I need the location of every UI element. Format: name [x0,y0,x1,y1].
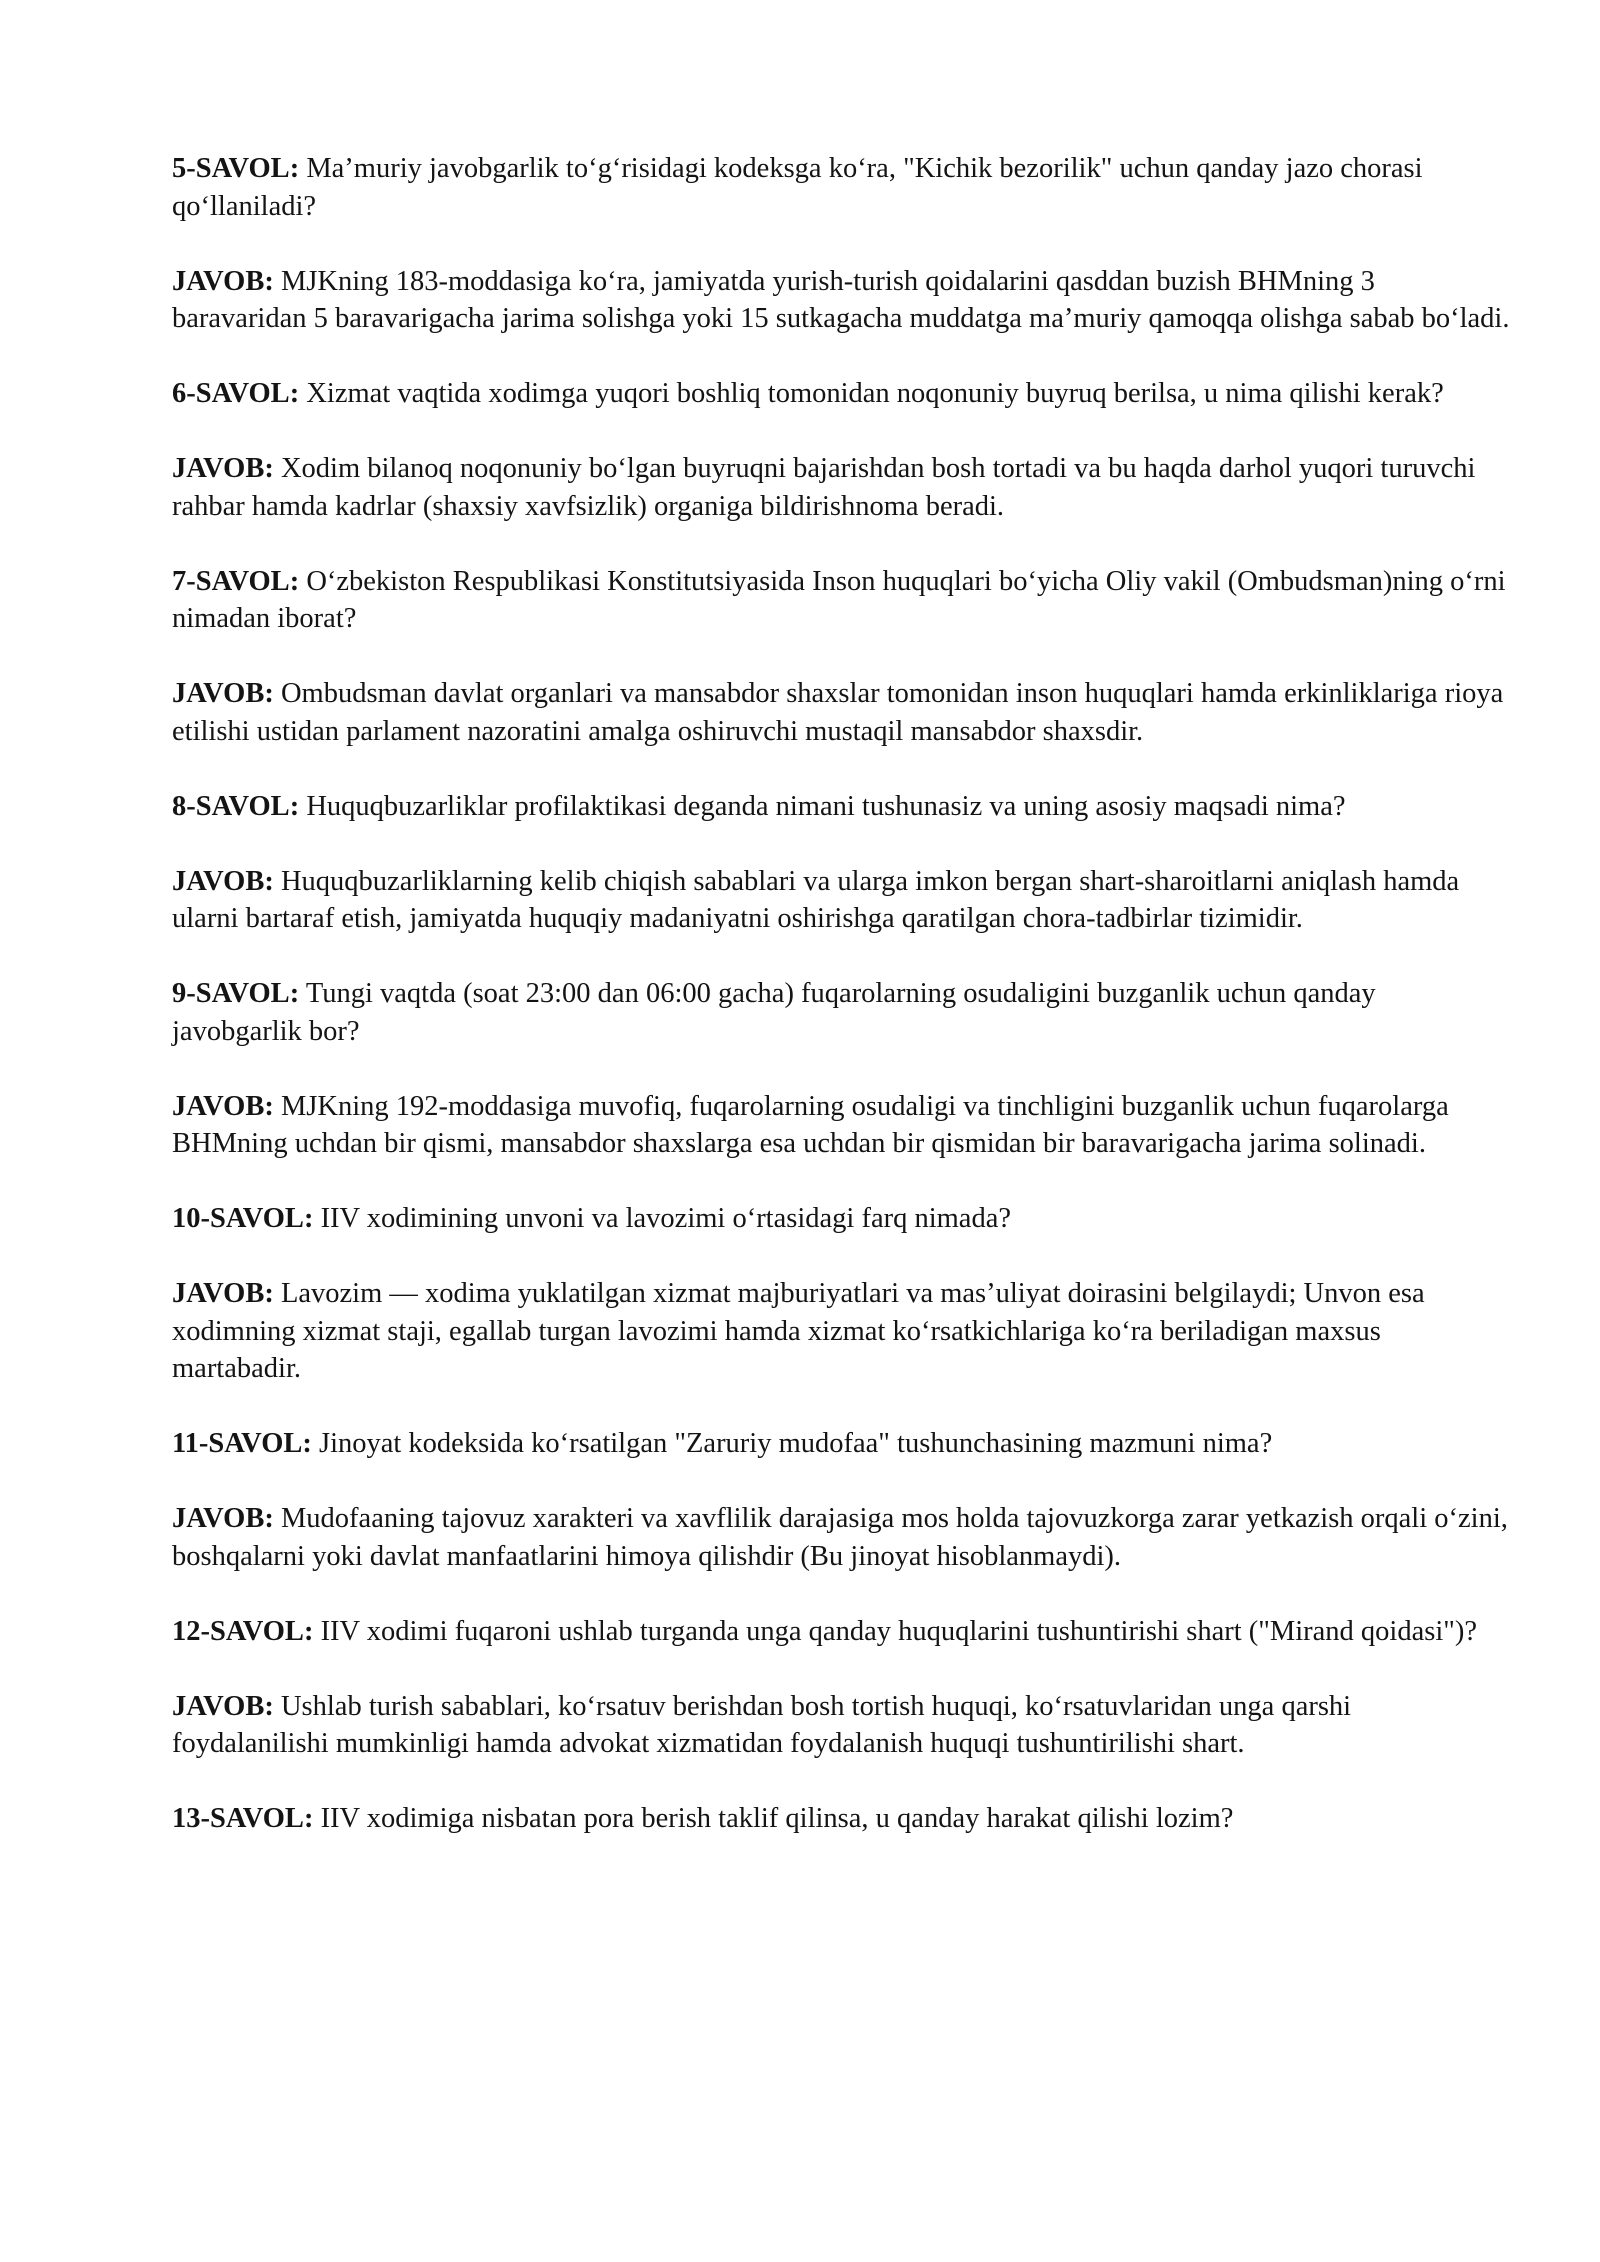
question-5 [172,150,1512,225]
question-label: 12-SAVOL: [172,1615,314,1647]
question-7 [172,563,1512,638]
question-9 [172,975,1512,1050]
answer-text: Ombudsman davlat organlari va mansabdor shaxslar tomonidan inson huquqlari hamda erkinliklariga rioya etilishi ustidan parlament nazoratini amalga oshiruvchi mustaqil mansabdor shaxsdir. [172,678,1504,747]
question-text: Ma’muriy javobgarlik to‘g‘risidagi kodeksga ko‘ra, "Kichik bezorilik" uchun qanday jazo chorasi qo‘llaniladi? [172,153,1423,222]
question-12 [172,1613,1512,1651]
document-body [172,150,1512,1875]
question-label: 13-SAVOL: [172,1803,314,1834]
question-label: 8-SAVOL: [172,790,300,822]
answer-label: JAVOB: [172,1278,274,1309]
answer-text: Huquqbuzarliklarning kelib chiqish sabablari va ularga imkon bergan shart-sharoitlarni aniqlash hamda ularni bartaraf etish, jamiyatda huquqiy madaniyatni oshirishga qaratilgan chora-tadbirlar tizimidir. [172,865,1460,934]
question-label: 7-SAVOL: [172,565,300,597]
question-8 [172,788,1512,826]
answer-6 [172,450,1512,525]
answer-8 [172,863,1512,938]
question-label: 10-SAVOL: [172,1203,314,1234]
answer-text: MJKning 192-moddasiga muvofiq, fuqarolarning osudaligi va tinchligini buzganlik uchun fuqarolarga BHMning uchdan bir qismi, mansabdor shaxslarga esa uchdan bir qismidan bir baravarigacha jarima solinadi. [172,1090,1449,1159]
question-10 [172,1200,1512,1238]
question-text: IIV xodimi fuqaroni ushlab turganda unga qanday huquqlarini tushuntirishi shart ("Mirand qoidasi")? [320,1615,1478,1647]
answer-label: JAVOB: [172,1690,274,1722]
answer-label: JAVOB: [172,865,274,897]
question-label: 9-SAVOL: [172,978,300,1009]
question-text: Tungi vaqtda (soat 23:00 dan 06:00 gacha) fuqarolarning osudaligini buzganlik uchun qanday javobgarlik bor? [172,978,1376,1047]
answer-label: JAVOB: [172,1503,274,1534]
answer-text: Lavozim — xodima yuklatilgan xizmat majburiyatlari va mas’uliyat doirasini belgilaydi; Unvon esa xodimning xizmat staji, egallab turgan lavozimi hamda xizmat ko‘rsatkichlariga ko‘ra beriladigan maxsus martabadir. [172,1278,1425,1384]
question-6 [172,375,1512,413]
answer-text: MJKning 183-moddasiga ko‘ra, jamiyatda yurish-turish qoidalarini qasddan buzish BHMning 3 baravaridan 5 baravarigacha jarima solishga yoki 15 sutkagacha muddatga ma’muriy qamoqqa olishga sabab bo‘ladi. [172,265,1510,334]
answer-9 [172,1088,1512,1163]
question-label: 11-SAVOL: [172,1428,312,1459]
question-label: 6-SAVOL: [172,378,300,409]
question-text: Xizmat vaqtida xodimga yuqori boshliq tomonidan noqonuniy buyruq berilsa, u nima qilishi kerak? [306,378,1444,409]
question-text: IIV xodimiga nisbatan pora berish taklif qilinsa, u qanday harakat qilishi lozim? [320,1803,1234,1834]
answer-7 [172,675,1512,750]
answer-10 [172,1275,1512,1388]
answer-11 [172,1500,1512,1575]
answer-label: JAVOB: [172,1090,274,1122]
question-text: IIV xodimining unvoni va lavozimi o‘rtasidagi farq nimada? [320,1203,1011,1234]
question-label: 5-SAVOL: [172,153,300,184]
answer-text: Ushlab turish sabablari, ko‘rsatuv berishdan bosh tortish huquqi, ko‘rsatuvlaridan unga qarshi foydalanilishi mumkinligi hamda advokat xizmatidan foydalanish huquqi tushuntirilishi shart. [172,1690,1352,1759]
question-text: O‘zbekiston Respublikasi Konstitutsiyasida Inson huquqlari bo‘yicha Oliy vakil (Ombudsman)ning o‘rni nimadan iborat? [172,565,1506,634]
answer-text: Mudofaaning tajovuz xarakteri va xavflilik darajasiga mos holda tajovuzkorga zarar yetkazish orqali o‘zini, boshqalarni yoki davlat manfaatlarini himoya qilishdir (Bu jinoyat hisoblanmaydi). [172,1503,1508,1572]
answer-label: JAVOB: [172,453,274,484]
answer-text: Xodim bilanoq noqonuniy bo‘lgan buyruqni bajarishdan bosh tortadi va bu haqda darhol yuqori turuvchi rahbar hamda kadrlar (shaxsiy xavfsizlik) organiga bildirishnoma beradi. [172,453,1476,522]
answer-12 [172,1688,1512,1763]
answer-label: JAVOB: [172,265,274,297]
question-text: Jinoyat kodeksida ko‘rsatilgan "Zaruriy mudofaa" tushunchasining mazmuni nima? [318,1428,1273,1459]
answer-5 [172,263,1512,338]
question-13 [172,1800,1512,1838]
answer-label: JAVOB: [172,678,274,709]
question-text: Huquqbuzarliklar profilaktikasi deganda nimani tushunasiz va uning asosiy maqsadi nima? [306,790,1346,822]
question-11 [172,1425,1512,1463]
